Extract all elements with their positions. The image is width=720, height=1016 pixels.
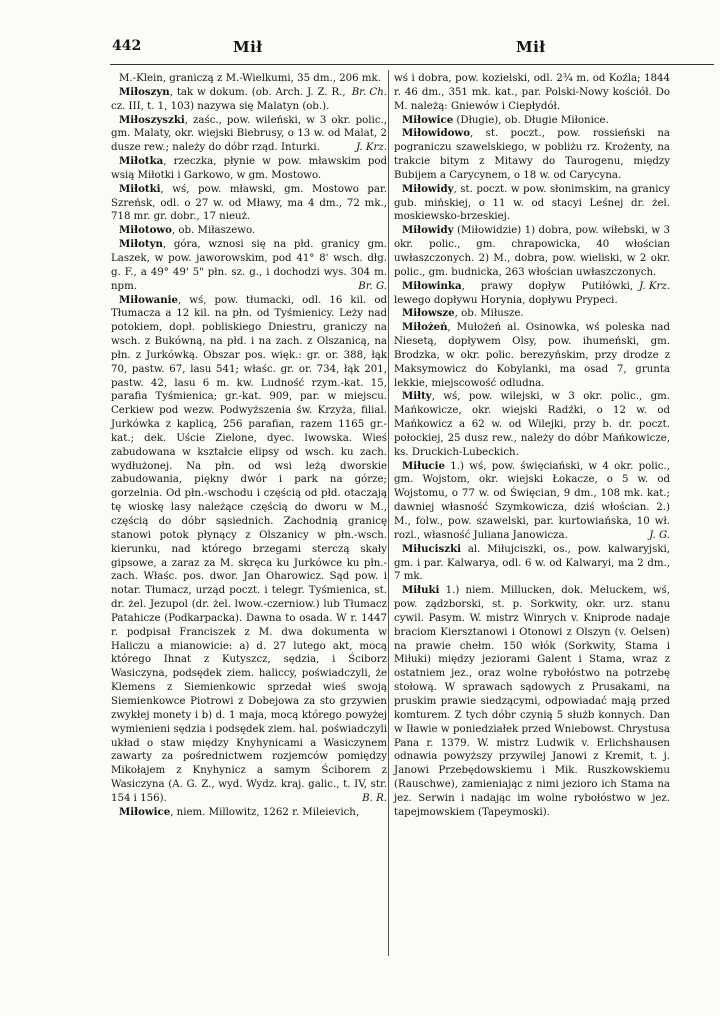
entry-signature: B. R. <box>362 792 387 804</box>
dictionary-entry <box>394 543 670 585</box>
entry-signature: J. Krz. <box>356 142 387 154</box>
entry-headword: Miłotka <box>119 155 164 168</box>
entry-headword: Miłucie <box>402 459 446 472</box>
dictionary-entry <box>394 321 670 390</box>
entry-text: , wś, pow. wilejski, w 3 okr. polic., gm. Mańkowicze, okr. wiejski Radźki, o 12 w. od Mańkowicz a 62 w. od Wilejki, przy b. dr. poczt. połockiej, 25 dusz rew., należy do dóbr Mańkowicze, ks. Druckich-Lubeckich. <box>394 391 670 458</box>
dictionary-entry <box>111 294 387 806</box>
page-header <box>0 38 720 60</box>
right-column <box>394 72 670 820</box>
entry-headword: Miłotyn <box>119 238 163 251</box>
dictionary-entry <box>394 307 670 321</box>
entry-text: (Długie), ob. Długie Miłonice. <box>453 114 609 126</box>
entry-text: , ob. Miłaszewo. <box>171 225 256 237</box>
entry-headword: Miłowice <box>119 805 171 818</box>
entry-headword: Miłowidowo <box>402 127 470 140</box>
entry-text: 1.) wś, pow. święciański, w 4 okr. polic., gm. Wojstom, okr. wiejski Łokacze, o 5 w. od Wojstomu, o 77 w. od Święcian, 9 dm., 108 mk. kat.; dawniej własność Szymkowicza, dziś włościan. 2.) M., folw., pow. szawelski, par. kurtowiańska, 10 wł. rozl., własność Juliana Janowicza. <box>394 460 670 541</box>
entry-signature: Br. Ch. <box>351 86 387 98</box>
dictionary-entry <box>394 114 670 128</box>
entry-signature: Br. G. <box>358 280 387 292</box>
entry-headword: Miłotki <box>119 182 161 195</box>
page-number: 442 <box>112 38 142 54</box>
entry-headword: Miłowinka <box>402 279 462 292</box>
running-head-right: Mił <box>516 38 546 56</box>
entry-headword: Miłowidy <box>402 182 454 195</box>
entry-text: , zaśc., pow. wileński, w 3 okr. polic., gm. Malaty, okr. wiejski Biebrusy, o 13 w. od Malat, 2 dusze rew.; należy do dóbr rząd. Inturki. <box>111 114 387 154</box>
entry-text: 1.) niem. Millucken, dok. Meluckem, wś, pow. ządzborski, st. p. Sorkwity, okr. urz. stanu cywil. Pasym. W. mistrz Winrych v. Kniprode nadaje braciom Kiersztanowi i Otonowi z Olszyn (v. Oelsen) na prawie chełm. 150 włók (Sorkwity, Stama i Miłuki) między jeziorami Galent i Stama, wraz z ostatniem jez., oraz wolne rybołóstwo na potrzebę stołową. W sprawach sądowych z Prusakami, na pruskim prawie siedzącymi, odpowiadać mają przed komturem. Z tych dóbr czynią 5 służb konnych. Dan w Iławie w poniedziałek przed Wniebowst. Chrystusa Pana r. 1379. W. mistrz Ludwik v. Erlichshausen odnawia powyższy przywilej Janowi z Kremit, t. j. Janowi Przebędowskiemu i Mik. Ruszkowskiemu (Rauschwe), zamieniając z nimi jezioro ich Stama na jez. Serwin i nadając im wolne rybołóstwo w jez. tapejmowskiem (Tapeymoski). <box>394 585 670 818</box>
left-column <box>111 72 387 820</box>
entry-text: , rzeczka, płynie w pow. mławskim pod wsią Miłotki i Garkowo, w gm. Mostowo. <box>111 156 387 181</box>
dictionary-entry <box>111 238 387 293</box>
entry-headword: Miłuciszki <box>402 542 461 555</box>
entry-text: , ob. Miłusze. <box>454 308 524 320</box>
entry-headword: Miłotowo <box>119 224 172 237</box>
header-rule <box>110 64 714 65</box>
dictionary-entry <box>394 280 670 308</box>
dictionary-entry <box>111 224 387 238</box>
entry-headword: Miłowidy <box>402 224 454 237</box>
dictionary-entry <box>111 86 387 114</box>
entry-text: al. Miłujciszki, os., pow. kalwaryjski, gm. i par. Kalwarya, odl. 6 w. od Kalwaryi, ma 2 dm., 7 mk. <box>394 543 670 583</box>
dictionary-entry <box>111 183 387 225</box>
entry-headword: Miłoszyn <box>119 85 170 98</box>
entry-text: , wś, pow. mławski, gm. Mostowo par. Szreńsk, odl. o 27 w. od Mławy, ma 4 dm., 72 mk., 718 mr. gr. dobr., 17 nieuż. <box>111 183 387 223</box>
entry-text: , wś, pow. tłumacki, odl. 16 kil. od Tłumacza a 12 kil. na płn. od Tyśmienicy. Leży nad potokiem, dopł. pobliskiego Dniestru, graniczy na wsch. z Bukówną, na płd. i na zach. z Olszanicą, na płn. z Jurkówką. Obszar pos. więk.: gr. or. 388, łąk 70, pastw. 67, lasu 541; właśc. gr. or. 734, łąk 201, pastw. 42, lasu 6 m. kw. Ludność rzym.-kat. 15, parafia Tyśmienica; gr.-kat. 909, par. w miejscu. Cerkiew pod wezw. Podwyższenia św. Krzyża, filial. Jurkówka z kaplicą, 256 parafian, razem 1165 gr.-kat.; dek. Uście Zielone, dyec. lwowska. Wieś zabudowana w kształcie elipsy od wsch. ku zach. wydłużonej. Na płn. od wsi leżą dworskie zabudowania, piękny dwór i park na górze; gorzelnia. Od płn.-wschodu i częścią od płd. otaczają tę wioskę lasy należące częścią do dworu w M., częścią do dóbr sąsiednich. Zachodnią granicę stanowi potok płynący z Olszanicy w płn.-wsch. kierunku, nad którego brzegami sterczą skały gipsowe, a zaraz za M. skręca ku Jurkówce ku płn.-zach. Właśc. pos. dwor. Jan Oharowicz. Sąd pow. i notar. Tłumacz, urząd poczt. i telegr. Tyśmienica, st. dr. żel. Jezupol (dr. żel. lwow.-czerniow.) lub Tłumacz Patahicze (Podkarpacka). Dawna to osada. W r. 1447 r. podpisał Franciszek z M. dwa dokumenta w Haliczu a mianowicie: a) d. 27 lutego akt, mocą którego Ihnat z Kutyszcz, sędzia, i Ściborz Wasiczyna, podsędek ziem. haliccy, poświadczyli, że Klemens z Siemienkowic sprzedał wieś swoją Siemienkowce Piotrowi z Dobejowa za sto grzywien zwykłej monety i b) d. 1 maja, mocą którego powyżej wymienieni sędzia i podsędek ziem. hal. poświadczyli układ o staw między Knyhynicami a Wasiczynem zawarty za pośrednictwem rozjemców pomiędzy Mikołajem z Knyhynicz a samym Ściborem z Wasiczyna (A. G. Z., wyd. Wydz. kraj. galic., t. IV, str. 154 i 156). <box>111 294 387 804</box>
dictionary-entry <box>394 390 670 459</box>
entry-text: , prawy dopływ Putiłówki, lewego dopływu Horynia, dopływu Prypeci. <box>394 280 634 306</box>
dictionary-entry <box>111 806 387 820</box>
running-head-left: Mił <box>233 38 263 56</box>
entry-headword: Miłowsze <box>402 307 455 320</box>
dictionary-entry <box>111 155 387 183</box>
dictionary-entry <box>394 72 670 114</box>
dictionary-entry <box>111 114 387 156</box>
entry-text: , Mułożeń al. Osinowka, wś poleska nad Niesetą, dopływem Olsy, pow. ihumeński, gm. Brodzka, w okr. polic. berezyńskim, przy drodze z Maksymowicz do Kobylanki, ma osad 7, grunta lekkie, miejscowość odludna. <box>394 322 670 389</box>
entry-signature: J. G. <box>649 529 670 541</box>
dictionary-entry <box>394 127 670 182</box>
entry-headword: Miłowice <box>402 113 454 126</box>
entry-headword: Miłowanie <box>119 293 178 306</box>
entry-text: , st. poczt. w pow. słonimskim, na granicy gub. mińskiej, o 11 w. od stacyi Leśnej dr. żel. moskiewsko-brzeskiej. <box>394 183 670 223</box>
dictionary-entry <box>394 584 670 819</box>
entry-text: , st. poczt., pow. rossieński na pograniczu szawelskiego, w pobliżu rz. Krożenty, na trakcie bitym z Mitawy do Taurogenu, między Bubijem a Carycynem, o 18 w. od Carycyna. <box>394 128 670 181</box>
entry-headword: Miłoszyszki <box>119 113 185 126</box>
entry-text: M.-Klein, graniczą z M.-Wielkumi, 35 dm., 206 mk. <box>119 73 381 84</box>
entry-headword: Miłuki <box>402 584 440 597</box>
entry-text: wś i dobra, pow. kozielski, odl. 2¾ m. od Koźla; 1844 r. 46 dm., 351 mk. kat., par. Polski-Nowy kościół. Do M. należą: Gniewów i Ciepłydół. <box>394 73 670 112</box>
dictionary-entry <box>394 183 670 225</box>
entry-signature: J. Krz. <box>639 280 670 292</box>
entry-text: , tak w dokum. (ob. Arch. J. Z. R., cz. III, t. 1, 103) nazywa się Malatyn (ob.). <box>111 86 346 112</box>
entry-text: (Miłowidzie) 1) dobra, pow. wiłebski, w 3 okr. polic., gm. chrapowicka, 40 włościan uwłaszczonych. 2) M., dobra, pow. wieliski, w 2 okr. polic., gm. budnicka, 263 włościan uwłaszczonych. <box>394 225 670 278</box>
column-divider <box>388 70 389 956</box>
entry-text: , góra, wznosi się na płd. granicy gm. Laszek, w pow. jaworowskim, pod 41° 8' wsch. dłg. g. F., a 49° 49' 5" płn. sz. g., i dochodzi wys. 304 m. npm. <box>111 239 387 292</box>
entry-headword: Miłty <box>402 390 432 403</box>
entry-text: , niem. Millowitz, 1262 r. Mileievich, <box>170 806 360 818</box>
entry-headword: Miłożeń <box>402 321 448 334</box>
dictionary-entry <box>394 460 670 543</box>
